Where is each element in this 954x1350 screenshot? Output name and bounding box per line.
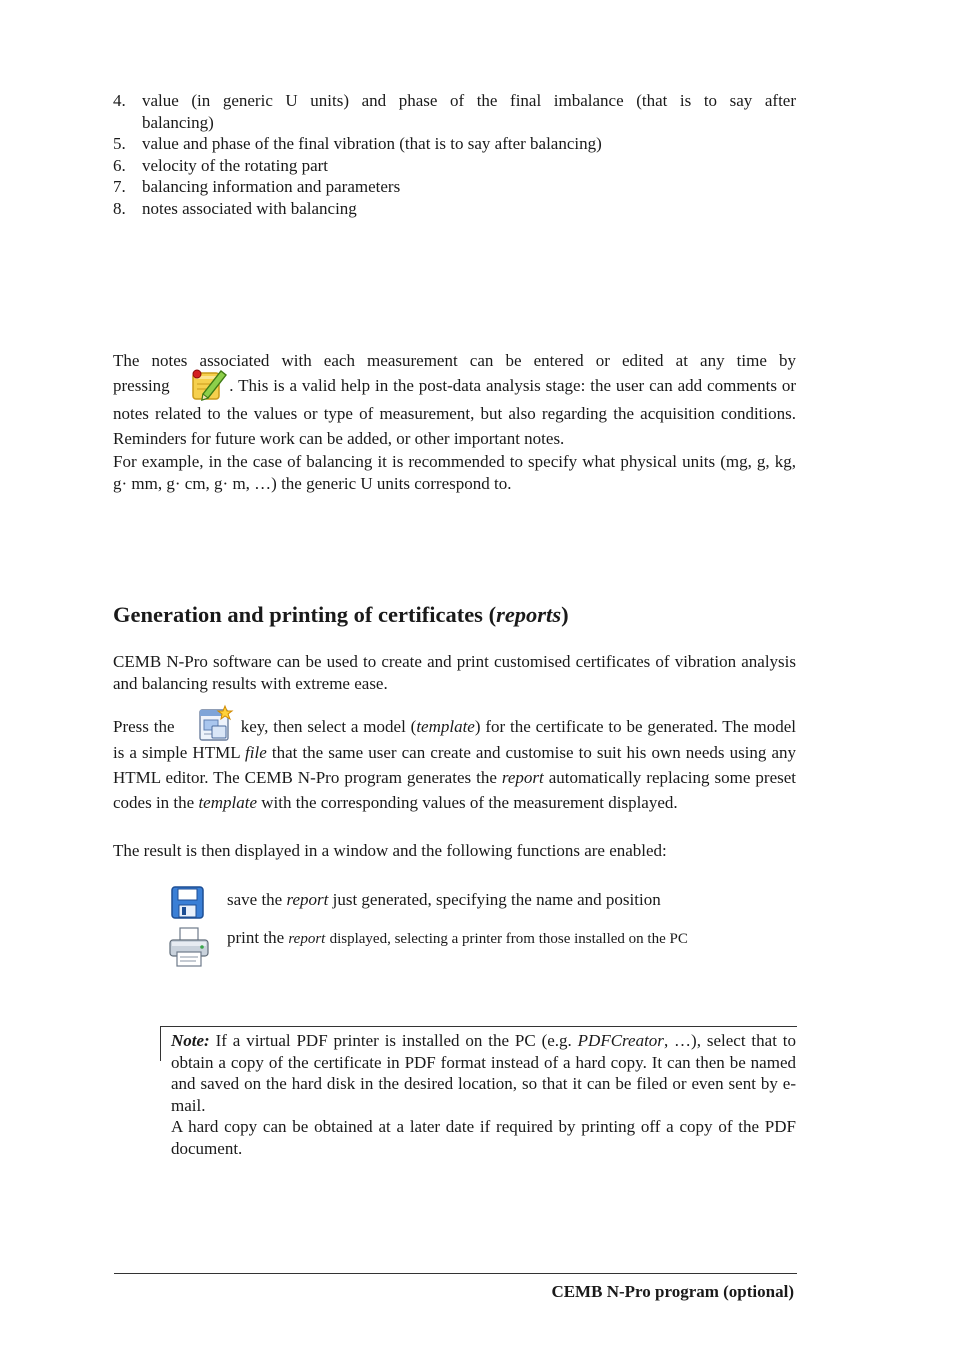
list-number: 8.	[113, 198, 126, 218]
list-text-continued: balancing)	[142, 112, 214, 132]
note-hard-copy-text: A hard copy can be obtained at a later date if required by printing off a copy of the PDF document.	[171, 1117, 796, 1158]
list-text: notes associated with balancing	[142, 198, 357, 218]
press-text: Press the	[113, 717, 175, 736]
print-pre-text: print the	[227, 928, 285, 947]
footer-divider	[114, 1273, 797, 1274]
save-pre-text: save the	[227, 890, 283, 909]
heading-italic: reports	[496, 602, 562, 627]
heading-text: Generation and printing of certificates (	[113, 602, 497, 627]
notes-pressing-text: pressing	[113, 376, 170, 395]
list-text: value and phase of the final vibration (that is to say after balancing)	[142, 134, 602, 153]
list-text: balancing information and parameters	[142, 177, 401, 196]
save-italic-text: report	[286, 890, 329, 909]
print-post-text: displayed, selecting a printer from those installed on the PC	[329, 931, 688, 947]
print-function-row	[168, 926, 808, 966]
print-italic-text: report	[288, 931, 326, 947]
save-function-row	[168, 885, 808, 925]
report-generate-icon[interactable]	[194, 716, 236, 740]
note-label: Note:	[171, 1031, 210, 1050]
notes-edit-icon[interactable]	[189, 373, 229, 401]
heading-close: )	[561, 602, 569, 627]
list-text: value (in generic U units) and phase of the final imbalance (that is to say after	[142, 91, 796, 110]
list-number: 6.	[113, 155, 126, 175]
notes-help-text: . This is a valid help in the post-data analysis stage: the user can add comments or notes related to the values or type of measurement, but also regarding the acquisition conditions. Reminders for future work can be added, or other important notes.	[113, 376, 796, 449]
balancing-list	[113, 90, 796, 219]
notes-example-text: For example, in the case of balancing it is recommended to specify what physical units (mg, g, kg, g· mm, g· cm, g· m, …) the generic U units correspond to.	[113, 452, 796, 494]
save-post-text: just generated, specifying the name and position	[332, 890, 661, 909]
notes-paragraph	[113, 348, 796, 495]
list-item	[113, 155, 796, 177]
list-item	[113, 176, 796, 198]
footer-title: CEMB N-Pro program (optional)	[551, 1282, 794, 1301]
list-item	[113, 90, 796, 133]
list-item	[113, 133, 796, 155]
note-text: Note: If a virtual PDF printer is installed on the PC (e.g. PDFCreator, …), select that to obtain a copy of the certificate in PDF format instead of a hard copy. It can then be named and saved on the hard disk in the desired location, so that it can be filed or even sent by e-mail. A hard copy can be obtained at a later date if required by printing off a copy of the PDF document.	[171, 1031, 797, 1158]
notes-line-1: The notes associated with each measurement can be entered or edited at any time by	[113, 351, 796, 370]
section-heading	[113, 600, 813, 630]
cemb-paragraph: CEMB N-Pro software can be used to create and print customised certificates of vibration analysis and balancing results with extreme ease.	[113, 652, 796, 693]
save-icon[interactable]	[168, 885, 206, 926]
list-number: 7.	[113, 177, 126, 196]
list-item	[113, 198, 796, 220]
result-line: The result is then displayed in a window and the following functions are enabled:	[113, 841, 667, 860]
list-text: velocity of the rotating part	[142, 155, 328, 175]
print-icon[interactable]	[168, 926, 212, 973]
list-number: 5.	[113, 134, 126, 153]
press-paragraph: Press the key, then select a model (template) for the certificate to be generated. The model is a simple HTML file that the same user can create and customise to suit his own needs using any HTML editor. The CEMB N-Pro program generates the report automatically replacing some preset codes in the template with the corresponding values of the measurement displayed.	[113, 714, 796, 815]
list-number: 4.	[113, 91, 126, 110]
